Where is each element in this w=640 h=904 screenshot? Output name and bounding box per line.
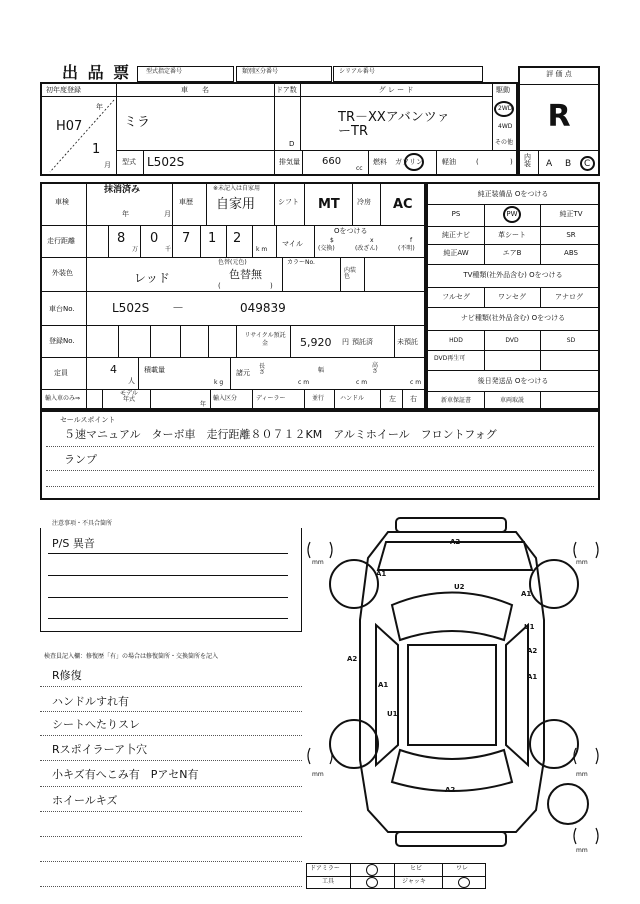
jack-label: ジャッキ bbox=[402, 878, 426, 885]
km-unit: k m bbox=[256, 246, 268, 253]
irogae-value: 色替無 bbox=[229, 268, 262, 281]
rear-left-wheel bbox=[330, 720, 378, 768]
mark-left-door-front: A2 bbox=[347, 655, 358, 663]
windshield bbox=[392, 593, 512, 641]
door-mirror-circle bbox=[366, 864, 378, 876]
opt-ps: PS bbox=[451, 210, 461, 218]
handle-left: 左 bbox=[389, 395, 396, 403]
mark-hood: U2 bbox=[454, 583, 465, 591]
fuel-gasoline-circle bbox=[404, 153, 424, 171]
opt-airbag: エアB bbox=[502, 249, 522, 257]
fumei-sym: f bbox=[410, 237, 413, 244]
evaluation-score: R bbox=[547, 99, 571, 134]
reibou-value: AC bbox=[393, 197, 413, 212]
front-bumper bbox=[396, 518, 506, 532]
teiin-value: 4 bbox=[110, 363, 117, 376]
inspector-item-4: Rスポイラーア卜穴 bbox=[52, 743, 148, 756]
shodo-value: H07 bbox=[56, 119, 83, 134]
mm-fl: mm bbox=[312, 559, 324, 566]
kudo-4wd: 4WD bbox=[498, 123, 513, 130]
mark-front-bumper: A2 bbox=[450, 538, 461, 546]
kudo-label: 駆動 bbox=[496, 86, 510, 94]
options-title: 純正装備品 Oをつける bbox=[477, 190, 549, 198]
details-box bbox=[40, 182, 426, 410]
kudo-2wd: 2WD bbox=[498, 105, 513, 112]
opt-sr: SR bbox=[566, 231, 576, 239]
kougu-circle bbox=[366, 877, 378, 888]
mile-label: マイル bbox=[282, 240, 303, 248]
tv-full: フルセグ bbox=[442, 293, 470, 301]
mark-right-door-rear: A2 bbox=[527, 647, 538, 655]
shadai-number: 049839 bbox=[240, 301, 286, 315]
roof bbox=[408, 645, 496, 745]
sales-point-line-1: ５速マニュアル ターボ車 走行距離８０７１２KM アルミホイール フロントフォグ bbox=[64, 428, 497, 441]
page-title: 出 品 票 bbox=[62, 63, 132, 82]
shift-label: シフト bbox=[278, 198, 299, 206]
katashiki-header-label: 型式指定番号 bbox=[146, 68, 183, 75]
mileage-digit-4: 1 bbox=[208, 231, 217, 246]
handle-right: 右 bbox=[410, 395, 417, 403]
inspector-item-3: シートへたりスレ bbox=[52, 718, 140, 731]
recycle-label: リサイクル預託金 bbox=[244, 332, 286, 347]
koukan-sym: $ bbox=[330, 237, 334, 244]
opt-tv: 純正TV bbox=[559, 210, 583, 218]
mark-left-quarter: U1 bbox=[387, 710, 398, 718]
serial-header-label: シリアル番号 bbox=[339, 68, 375, 75]
bracket-fl bbox=[308, 542, 332, 558]
opt-leather: 革シート bbox=[498, 231, 526, 239]
teiin-unit: 人 bbox=[128, 377, 135, 385]
irogae-paren-open: ( bbox=[218, 282, 221, 290]
yunyu-label: 輸入車のみ⇒ bbox=[45, 395, 81, 402]
haikiryo-value: 660 bbox=[322, 156, 342, 167]
evaluation-label: 評 価 点 bbox=[546, 70, 572, 78]
opt-pw: PW bbox=[506, 210, 518, 218]
gaisou-value: レッド bbox=[134, 271, 170, 285]
note-1: P/S 異音 bbox=[52, 537, 95, 550]
gaisou-label: 外装色 bbox=[52, 269, 73, 277]
shadai-dash: － bbox=[172, 301, 185, 315]
bracket-rl bbox=[308, 748, 332, 764]
koukan-label: (交換) bbox=[318, 245, 335, 252]
touroku-label: 登録No. bbox=[49, 337, 75, 345]
fuel-paren-close: ) bbox=[510, 158, 513, 166]
sekisai-label: 積載量 bbox=[144, 366, 165, 374]
rear-right-wheel bbox=[530, 720, 578, 768]
irogae-paren-close: ) bbox=[270, 282, 273, 290]
fuel-diesel: 軽油 bbox=[442, 158, 456, 166]
opt-pw-circle bbox=[503, 206, 521, 223]
naiso-c-circle bbox=[580, 156, 595, 171]
bracket-spare bbox=[574, 828, 598, 844]
front-left-wheel bbox=[330, 560, 378, 608]
shadai-prefix: L502S bbox=[112, 301, 150, 315]
nenryo-label: 燃料 bbox=[373, 158, 387, 166]
mark-fender-left: A1 bbox=[376, 570, 387, 578]
shift-value: MT bbox=[318, 197, 340, 212]
fuel-gasoline: ガソリン bbox=[395, 158, 423, 166]
kg-unit: k g bbox=[214, 379, 224, 386]
naga-label: 長さ bbox=[259, 363, 266, 376]
recycle-value: 5,920 bbox=[300, 336, 332, 349]
navi-hdd: HDD bbox=[449, 337, 463, 344]
naiso-b: B bbox=[565, 159, 572, 169]
navi-title: ナビ種類(社外品含む) Oをつける bbox=[460, 314, 566, 322]
door-label: ドア数 bbox=[276, 86, 297, 94]
heiko: 並行 bbox=[312, 395, 325, 402]
rear-bumper bbox=[396, 832, 506, 846]
tv-analog: アナログ bbox=[555, 293, 583, 301]
cm-1: c m bbox=[298, 379, 310, 386]
car-damage-diagram bbox=[300, 510, 610, 860]
man-unit: 万 bbox=[132, 246, 139, 253]
door-value: D bbox=[289, 140, 295, 148]
spare-wheel bbox=[548, 784, 588, 824]
kouhatsu-warranty: 新車保証書 bbox=[440, 397, 472, 404]
mark-right-quarter: A1 bbox=[527, 673, 538, 681]
katashiki-row-label: 型式 bbox=[122, 158, 136, 166]
inspector-item-2: ハンドルすれ有 bbox=[52, 695, 129, 708]
taka-label: 高さ bbox=[372, 362, 379, 375]
inspector-item-5: 小キズ有へこみ有 PアセN有 bbox=[52, 768, 199, 781]
mark-fender-right: A1 bbox=[521, 590, 532, 598]
sales-point-line-2: ランプ bbox=[64, 453, 97, 466]
fumei-label: (不明) bbox=[398, 245, 415, 252]
shamei-value: ミラ bbox=[124, 115, 151, 130]
mark-left-door-rear: A1 bbox=[378, 681, 389, 689]
grade-value-1: TR－XXアバンツァ bbox=[338, 110, 450, 125]
kougu-label: 工具 bbox=[322, 878, 335, 885]
opt-aw: 純正AW bbox=[443, 249, 469, 257]
right-side-window bbox=[506, 625, 528, 765]
navi-dvd: DVD bbox=[505, 337, 519, 344]
sales-point-label: セールスポイント bbox=[60, 416, 116, 424]
rear-window bbox=[392, 750, 512, 791]
jack-circle bbox=[458, 877, 470, 888]
shareki-label: 車歴 bbox=[179, 198, 193, 206]
naiso-label: 内装 bbox=[524, 153, 531, 168]
naiso-a: A bbox=[546, 159, 553, 169]
color-no-label: カラーNo. bbox=[287, 259, 315, 266]
notes-label: 注意事項・不具合箇所 bbox=[52, 520, 113, 527]
door-mirror-label: ドアミラー bbox=[310, 865, 340, 872]
shodo-month: 1 bbox=[92, 142, 101, 157]
mm-fr: mm bbox=[576, 559, 588, 566]
mileage-label: 走行距離 bbox=[47, 237, 75, 245]
inspector-item-6: ホイールキズ bbox=[52, 794, 118, 807]
opt-navi: 純正ナビ bbox=[442, 231, 470, 239]
recycle-unit: 円 bbox=[342, 338, 349, 346]
hibi-label: ヒビ bbox=[410, 865, 423, 872]
inspector-label: 検査員記入欄：修復歴「有」の場合は修復箇所・交換箇所を記入 bbox=[44, 653, 219, 660]
mm-rr: mm bbox=[576, 771, 588, 778]
inspector-item-1: R修復 bbox=[52, 669, 82, 682]
mileage-digit-5: 2 bbox=[233, 231, 242, 246]
yunyu-kubun: 輸入区分 bbox=[213, 395, 238, 402]
handle-label: ハンドル bbox=[340, 395, 365, 402]
kouhatsu-title: 後日発送品 Oをつける bbox=[477, 377, 549, 385]
kaizan-sym: x bbox=[370, 237, 374, 244]
ruibetsu-header-label: 類別区分番号 bbox=[242, 68, 279, 75]
shaken-month: 月 bbox=[164, 210, 171, 218]
yotaku-mi: 未預託 bbox=[397, 338, 418, 346]
shareki-value: 自家用 bbox=[216, 197, 256, 212]
hood bbox=[378, 542, 532, 570]
katashiki-value: L502S bbox=[147, 155, 185, 169]
grade-value-2: ーTR bbox=[338, 124, 368, 139]
month-suffix: 月 bbox=[104, 161, 111, 169]
model-label: モデル年式 bbox=[120, 390, 138, 403]
dealer: ディーラー bbox=[256, 395, 286, 402]
mark-right-door-front: U1 bbox=[524, 623, 535, 631]
mileage-digit-3: 7 bbox=[182, 231, 191, 246]
grade-label: グ レ ー ド bbox=[378, 86, 414, 94]
kouhatsu-manual: 車両取説 bbox=[499, 397, 525, 404]
naisou-color-label: 内装色 bbox=[344, 267, 357, 280]
mileage-digit-1: 8 bbox=[117, 231, 126, 246]
shodo-label: 初年度登録 bbox=[46, 86, 81, 94]
irogae-label: 色替(元色) bbox=[218, 259, 247, 266]
shaken-label: 車検 bbox=[55, 198, 69, 206]
left-side-window bbox=[376, 625, 398, 765]
model-year-unit: 年 bbox=[200, 401, 207, 408]
shogen-label: 諸元 bbox=[236, 369, 250, 377]
kudo-other: その他 bbox=[495, 139, 514, 146]
mileage-digit-2: 0 bbox=[150, 231, 159, 246]
kaizan-label: (改ざん) bbox=[355, 245, 378, 252]
naiso-c: C bbox=[584, 159, 591, 169]
mm-rl: mm bbox=[312, 771, 324, 778]
teiin-label: 定員 bbox=[54, 369, 68, 377]
haikiryo-label: 排気量 bbox=[279, 158, 300, 166]
shaken-year: 年 bbox=[122, 210, 129, 218]
tv-title: TV種類(社外品含む) Oをつける bbox=[463, 271, 563, 279]
mark-rear-bumper: A2 bbox=[445, 786, 456, 794]
sen-unit: 千 bbox=[165, 246, 172, 253]
shamei-label: 車 名 bbox=[181, 86, 209, 94]
shaken-value: 抹消済み bbox=[104, 185, 141, 195]
bracket-fr bbox=[574, 542, 598, 558]
opt-abs: ABS bbox=[564, 249, 578, 257]
front-right-wheel bbox=[530, 560, 578, 608]
tv-one: ワンセグ bbox=[498, 293, 526, 301]
wo-tsukeru-label: Oをつける bbox=[334, 227, 368, 235]
shareki-note: ※未記入は自家用 bbox=[213, 185, 261, 192]
mm-spare: mm bbox=[576, 847, 588, 854]
navi-sd: SD bbox=[566, 337, 576, 344]
ware-label: ワレ bbox=[456, 865, 469, 872]
yotaku-zumi: 預託済 bbox=[352, 338, 373, 346]
fuel-paren-open: ( bbox=[476, 158, 479, 166]
shadai-label: 車台No. bbox=[49, 305, 75, 313]
cm-3: c m bbox=[410, 379, 422, 386]
kudo-2wd-circle bbox=[494, 101, 514, 117]
year-suffix: 年 bbox=[96, 103, 103, 111]
haba-label: 幅 bbox=[318, 367, 325, 374]
dvd-label: DVD再生可 bbox=[434, 355, 466, 362]
reibou-label: 冷房 bbox=[357, 198, 371, 206]
cm-2: c m bbox=[356, 379, 368, 386]
cc-unit: cc bbox=[356, 165, 363, 172]
